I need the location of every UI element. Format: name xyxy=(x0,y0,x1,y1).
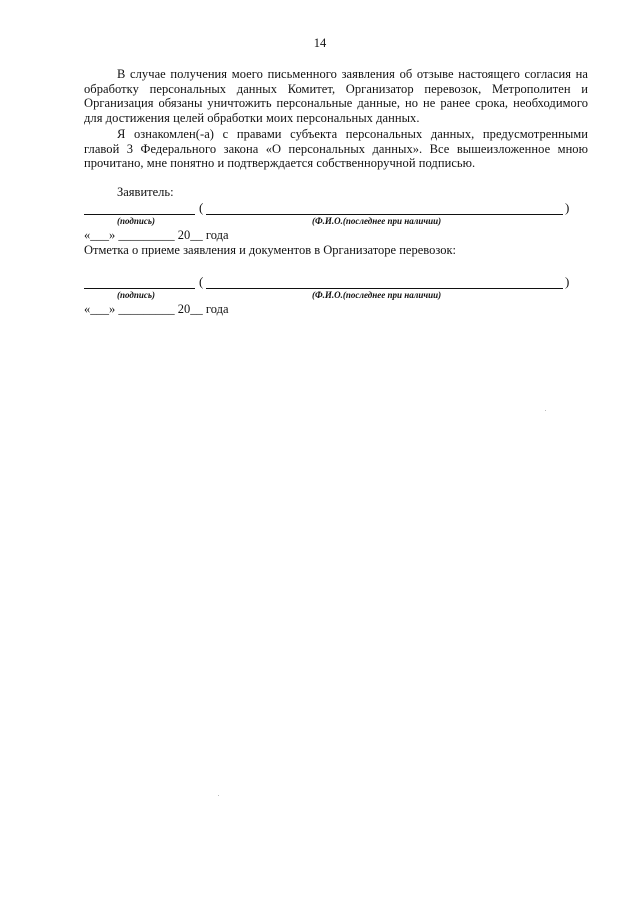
applicant-name-line xyxy=(206,214,563,215)
applicant-name-caption: (Ф.И.О.(последнее при наличии) xyxy=(312,216,442,226)
rights-acknowledgement-paragraph: Я ознакомлен(-а) с правами субъекта персональных данных, предусмотренными главой 3 Федерального закона «О персональных данных». Все вышеизложенное мною прочитано, мне понятно и подтверждается собственноручной подписью. xyxy=(84,127,588,170)
consent-withdrawal-paragraph: В случае получения моего письменного заявления об отзыве настоящего согласия на обработку персональных данных Комитет, Организатор перевозок, Метрополитен и Организация обязаны уничтожить персональные данные, но не ранее срока, необходимого для достижения целей обработки моих персональных данных. xyxy=(84,67,588,125)
organizer-open-paren: ( xyxy=(199,274,204,289)
applicant-signature-caption: (подпись) xyxy=(117,216,155,226)
scan-speck xyxy=(218,795,219,796)
organizer-close-paren: ) xyxy=(565,274,570,289)
page-number: 14 xyxy=(313,36,327,50)
scan-speck xyxy=(545,410,546,411)
organizer-signature-line xyxy=(84,288,195,289)
applicant-open-paren: ( xyxy=(199,200,204,215)
organizer-signature-caption: (подпись) xyxy=(117,290,155,300)
organizer-name-caption: (Ф.И.О.(последнее при наличии) xyxy=(312,290,442,300)
organizer-mark-heading: Отметка о приеме заявления и документов в Организаторе перевозок: xyxy=(84,243,456,257)
applicant-close-paren: ) xyxy=(565,200,570,215)
applicant-signature-line xyxy=(84,214,195,215)
applicant-label: Заявитель: xyxy=(117,185,174,199)
organizer-date-line: «___» _________ 20__ года xyxy=(84,302,229,316)
applicant-date-line: «___» _________ 20__ года xyxy=(84,228,229,242)
organizer-name-line xyxy=(206,288,563,289)
